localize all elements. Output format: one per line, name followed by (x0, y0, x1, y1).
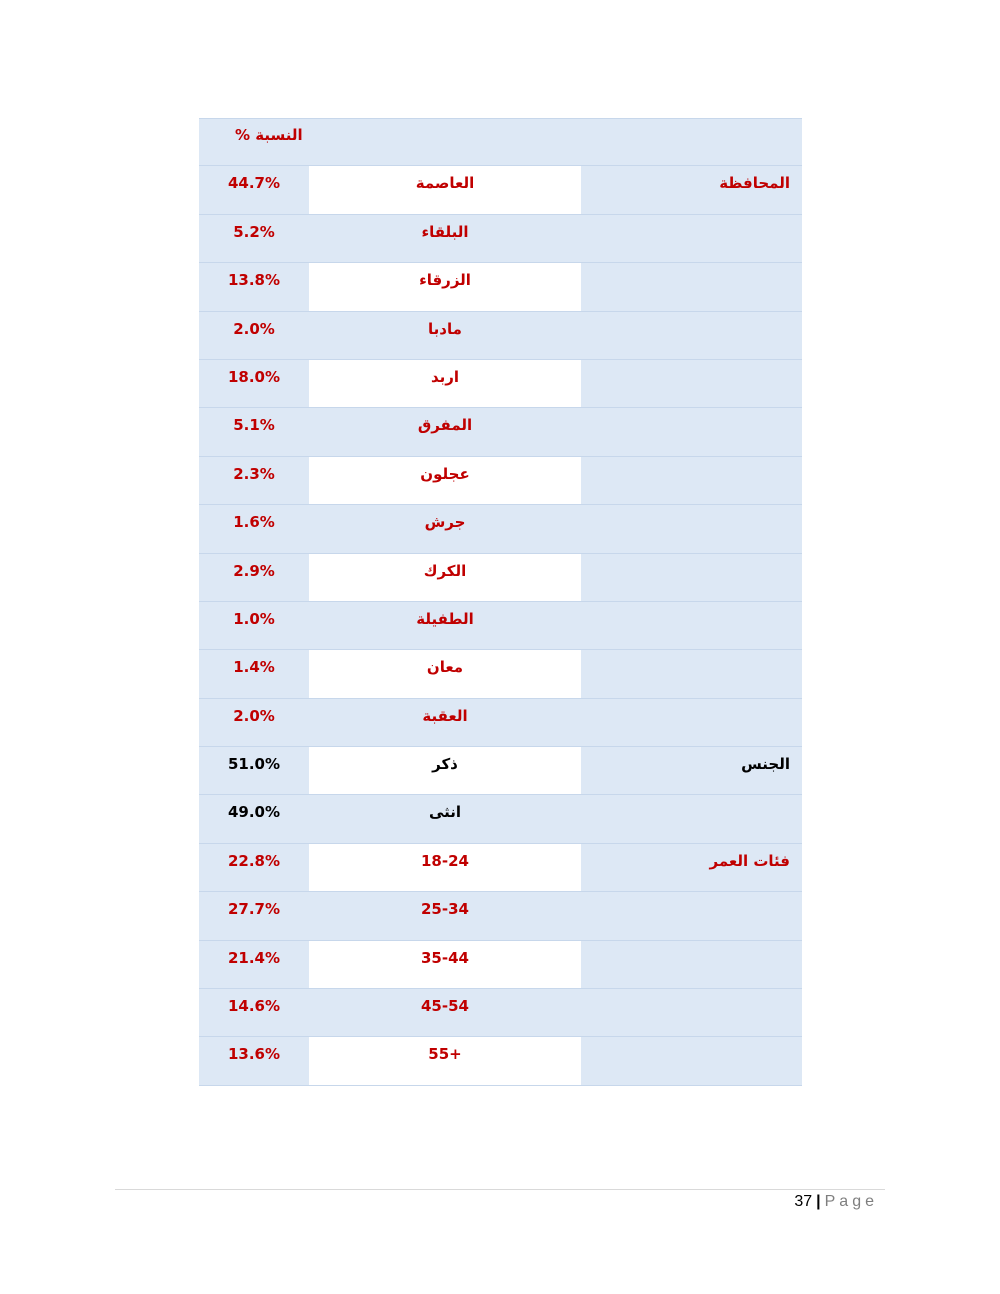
category-cell (581, 1037, 802, 1084)
name-cell (309, 360, 581, 407)
category-cell (581, 505, 802, 552)
row-label: 35-44 (421, 948, 469, 967)
category-cell (581, 263, 802, 310)
row-label: 25-34 (421, 900, 469, 919)
name-cell (309, 215, 581, 262)
table-row (199, 166, 802, 214)
percent-cell (199, 457, 309, 504)
category-cell (581, 215, 802, 262)
row-label: انثى (428, 803, 462, 822)
percent-cell (199, 1037, 309, 1084)
row-label: الطفيلة (416, 609, 474, 628)
name-cell (309, 941, 581, 988)
row-label: العاصمة (415, 174, 475, 193)
name-cell (309, 457, 581, 504)
footer-divider (115, 1189, 885, 1190)
name-cell (309, 747, 581, 794)
category-cell (581, 312, 802, 359)
percent-cell (199, 312, 309, 359)
percent-cell (199, 941, 309, 988)
name-cell (309, 1037, 581, 1084)
percent-cell (199, 989, 309, 1036)
name-cell (309, 312, 581, 359)
category-cell (581, 602, 802, 649)
page-word: Page (824, 1193, 878, 1210)
percent-value: 18.0% (227, 367, 281, 386)
table-row (199, 699, 802, 747)
percent-cell (199, 795, 309, 842)
percent-cell (199, 408, 309, 455)
name-cell (309, 699, 581, 746)
row-label: الزرقاء (419, 271, 471, 290)
percent-value: 13.8% (227, 271, 281, 290)
table-row (199, 650, 802, 698)
name-cell (309, 844, 581, 891)
percent-value: 13.6% (227, 1045, 281, 1064)
category-cell (581, 747, 802, 794)
percent-cell (199, 263, 309, 310)
row-label: الكرك (423, 561, 467, 580)
percent-cell (199, 166, 309, 213)
percent-cell (199, 844, 309, 891)
table-row (199, 263, 802, 311)
percent-cell (199, 505, 309, 552)
row-label: 55+ (428, 1045, 462, 1064)
page-number: 37 (794, 1193, 813, 1210)
table-body (199, 166, 802, 1085)
row-label: جرش (424, 513, 466, 532)
name-cell (309, 263, 581, 310)
percent-cell (199, 892, 309, 939)
name-cell (309, 554, 581, 601)
table-row (199, 892, 802, 940)
category-label: الجنس (741, 755, 790, 774)
percent-cell (199, 360, 309, 407)
row-label: البلقاء (421, 222, 469, 241)
table-row (199, 505, 802, 553)
row-label: 18-24 (421, 851, 469, 870)
table-header-row (199, 118, 802, 166)
percent-cell (199, 554, 309, 601)
category-cell (581, 795, 802, 842)
percent-value: 27.7% (227, 900, 281, 919)
table-row (199, 457, 802, 505)
table-row (199, 408, 802, 456)
table-row (199, 989, 802, 1037)
percent-column-header: النسبة % (235, 126, 303, 144)
name-cell (309, 795, 581, 842)
percent-value: 21.4% (227, 948, 281, 967)
percent-cell (199, 215, 309, 262)
percent-value: 14.6% (227, 997, 281, 1016)
table-row (199, 554, 802, 602)
table-row (199, 360, 802, 408)
percent-cell (199, 650, 309, 697)
name-cell (309, 505, 581, 552)
percent-value: 22.8% (227, 851, 281, 870)
table-row (199, 1037, 802, 1085)
row-label: ذكر (432, 755, 458, 774)
table-row (199, 215, 802, 263)
row-label: مادبا (428, 319, 462, 338)
data-table (199, 118, 802, 1086)
name-cell (309, 408, 581, 455)
category-cell (581, 892, 802, 939)
category-cell (581, 844, 802, 891)
percent-value: 5.2% (233, 222, 275, 241)
table-row (199, 844, 802, 892)
row-label: معان (426, 658, 464, 677)
row-label: اربد (430, 367, 460, 386)
category-label: المحافظة (719, 174, 790, 193)
name-cell (309, 650, 581, 697)
footer-separator: | (816, 1193, 821, 1210)
category-cell (581, 457, 802, 504)
percent-value: 1.6% (233, 513, 275, 532)
category-cell (581, 166, 802, 213)
percent-value: 2.9% (233, 561, 275, 580)
name-cell (309, 602, 581, 649)
page-footer (794, 1193, 878, 1211)
percent-cell (199, 747, 309, 794)
percent-value: 1.4% (233, 658, 275, 677)
category-cell (581, 650, 802, 697)
table-row (199, 941, 802, 989)
percent-cell (199, 699, 309, 746)
percent-cell (199, 602, 309, 649)
row-label: 45-54 (421, 997, 469, 1016)
category-cell (581, 699, 802, 746)
row-label: عجلون (420, 464, 470, 483)
name-cell (309, 166, 581, 213)
name-cell (309, 892, 581, 939)
category-cell (581, 941, 802, 988)
category-cell (581, 989, 802, 1036)
table-row (199, 312, 802, 360)
row-label: المفرق (417, 416, 473, 435)
percent-value: 2.3% (233, 464, 275, 483)
category-cell (581, 408, 802, 455)
percent-value: 2.0% (233, 706, 275, 725)
percent-value: 49.0% (227, 803, 281, 822)
percent-value: 2.0% (233, 319, 275, 338)
table-row (199, 602, 802, 650)
percent-value: 1.0% (233, 609, 275, 628)
category-cell (581, 554, 802, 601)
name-cell (309, 989, 581, 1036)
header-cell-name (309, 119, 581, 165)
category-label: فئات العمر (709, 851, 790, 870)
header-cell-category (581, 119, 802, 165)
percent-value: 51.0% (227, 755, 281, 774)
category-cell (581, 360, 802, 407)
percent-value: 5.1% (233, 416, 275, 435)
percent-value: 44.7% (227, 174, 281, 193)
table-row (199, 795, 802, 843)
row-label: العقبة (422, 706, 468, 725)
table-row (199, 747, 802, 795)
